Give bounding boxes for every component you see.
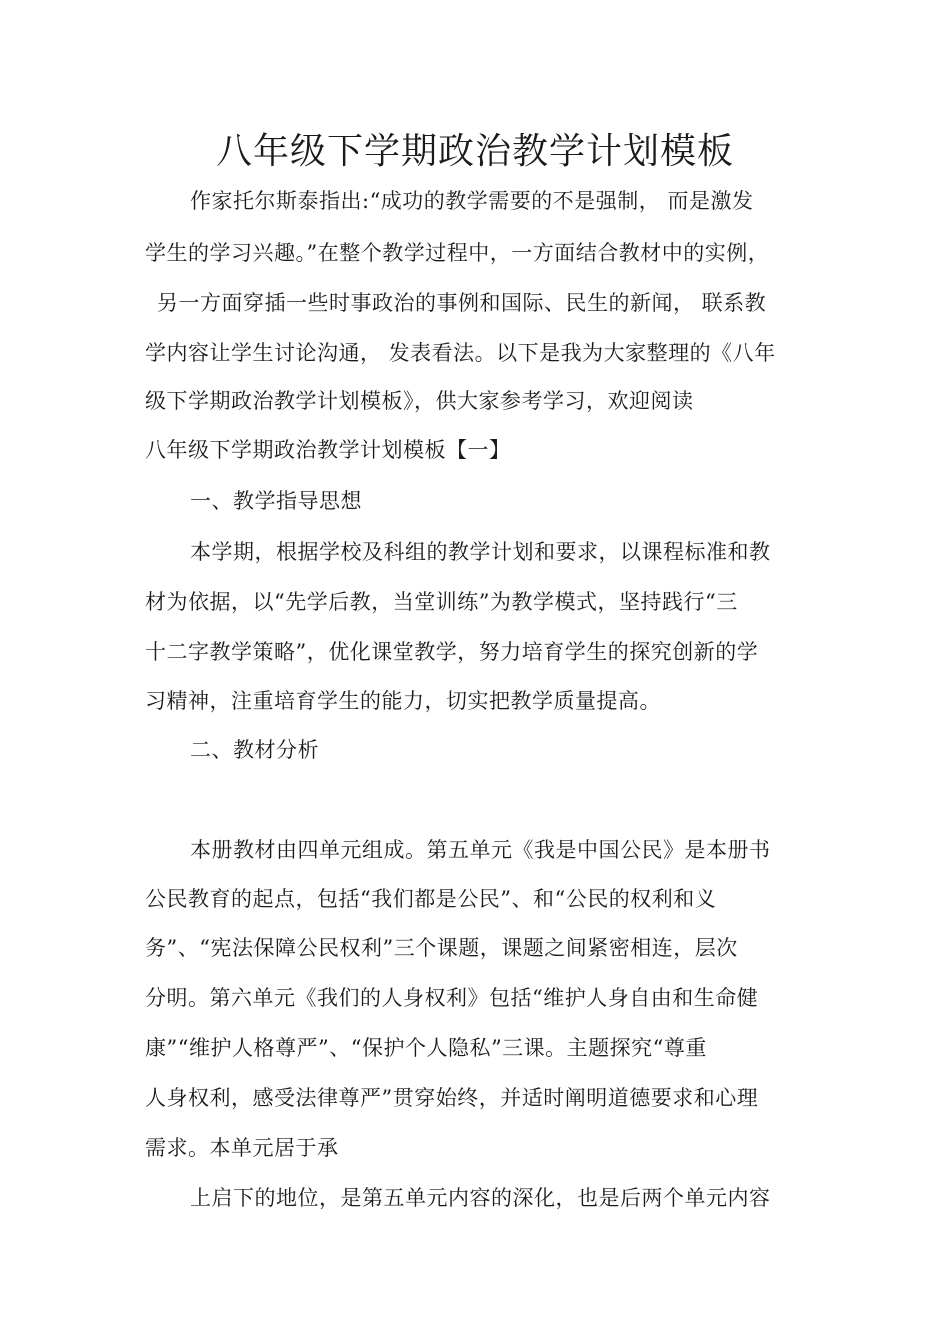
text-line: 习精神，注重培育学生的能力，切实把教学质量提高。: [145, 689, 661, 713]
text-line: 需求。本单元居于承: [145, 1136, 339, 1160]
text-line: 人身权利，感受法律尊严”贯穿始终，并适时阐明道德要求和心理: [145, 1086, 759, 1110]
text-line: 另一方面穿插一些时事政治的事例和国际、民生的新闻， 联系教: [157, 291, 767, 315]
text-line: 本学期，根据学校及科组的教学计划和要求，以课程标准和教: [190, 540, 771, 564]
text-line: 上启下的地位，是第五单元内容的深化，也是后两个单元内容: [190, 1186, 771, 1210]
text-line: 本册教材由四单元组成。第五单元《我是中国公民》是本册书: [190, 838, 771, 862]
text-line: 材为依据，以“先学后教，当堂训练”为教学模式，坚持践行“三: [145, 590, 738, 614]
section-heading: 八年级下学期政治教学计划模板【一】: [145, 438, 511, 462]
text-line: 学内容让学生讨论沟通， 发表看法。以下是我为大家整理的《八年: [145, 341, 776, 365]
subsection-heading: 二、教材分析: [190, 738, 319, 762]
text-line: 公民教育的起点，包括“我们都是公民”、和“公民的权利和义: [145, 887, 717, 911]
text-line: 务”、“宪法保障公民权利”三个课题，课题之间紧密相连，层次: [145, 936, 738, 960]
text-line: 十二字教学策略”，优化课堂教学，努力培育学生的探究创新的学: [145, 640, 759, 664]
text-line: 学生的学习兴趣。”在整个教学过程中，一方面结合教材中的实例，: [145, 241, 770, 265]
text-line: 康”“维护人格尊严”、“保护个人隐私”三课。主题探究“尊重: [145, 1036, 707, 1060]
subsection-heading: 一、教学指导思想: [190, 489, 362, 513]
text-line: 级下学期政治教学计划模板》，供大家参考学习，欢迎阅读: [145, 389, 694, 413]
text-line: 作家托尔斯泰指出:“成功的教学需要的不是强制， 而是激发: [190, 189, 754, 213]
text-line: 分明。第六单元《我们的人身权利》包括“维护人身自由和生命健: [145, 986, 759, 1010]
document-title: 八年级下学期政治教学计划模板: [215, 131, 734, 172]
